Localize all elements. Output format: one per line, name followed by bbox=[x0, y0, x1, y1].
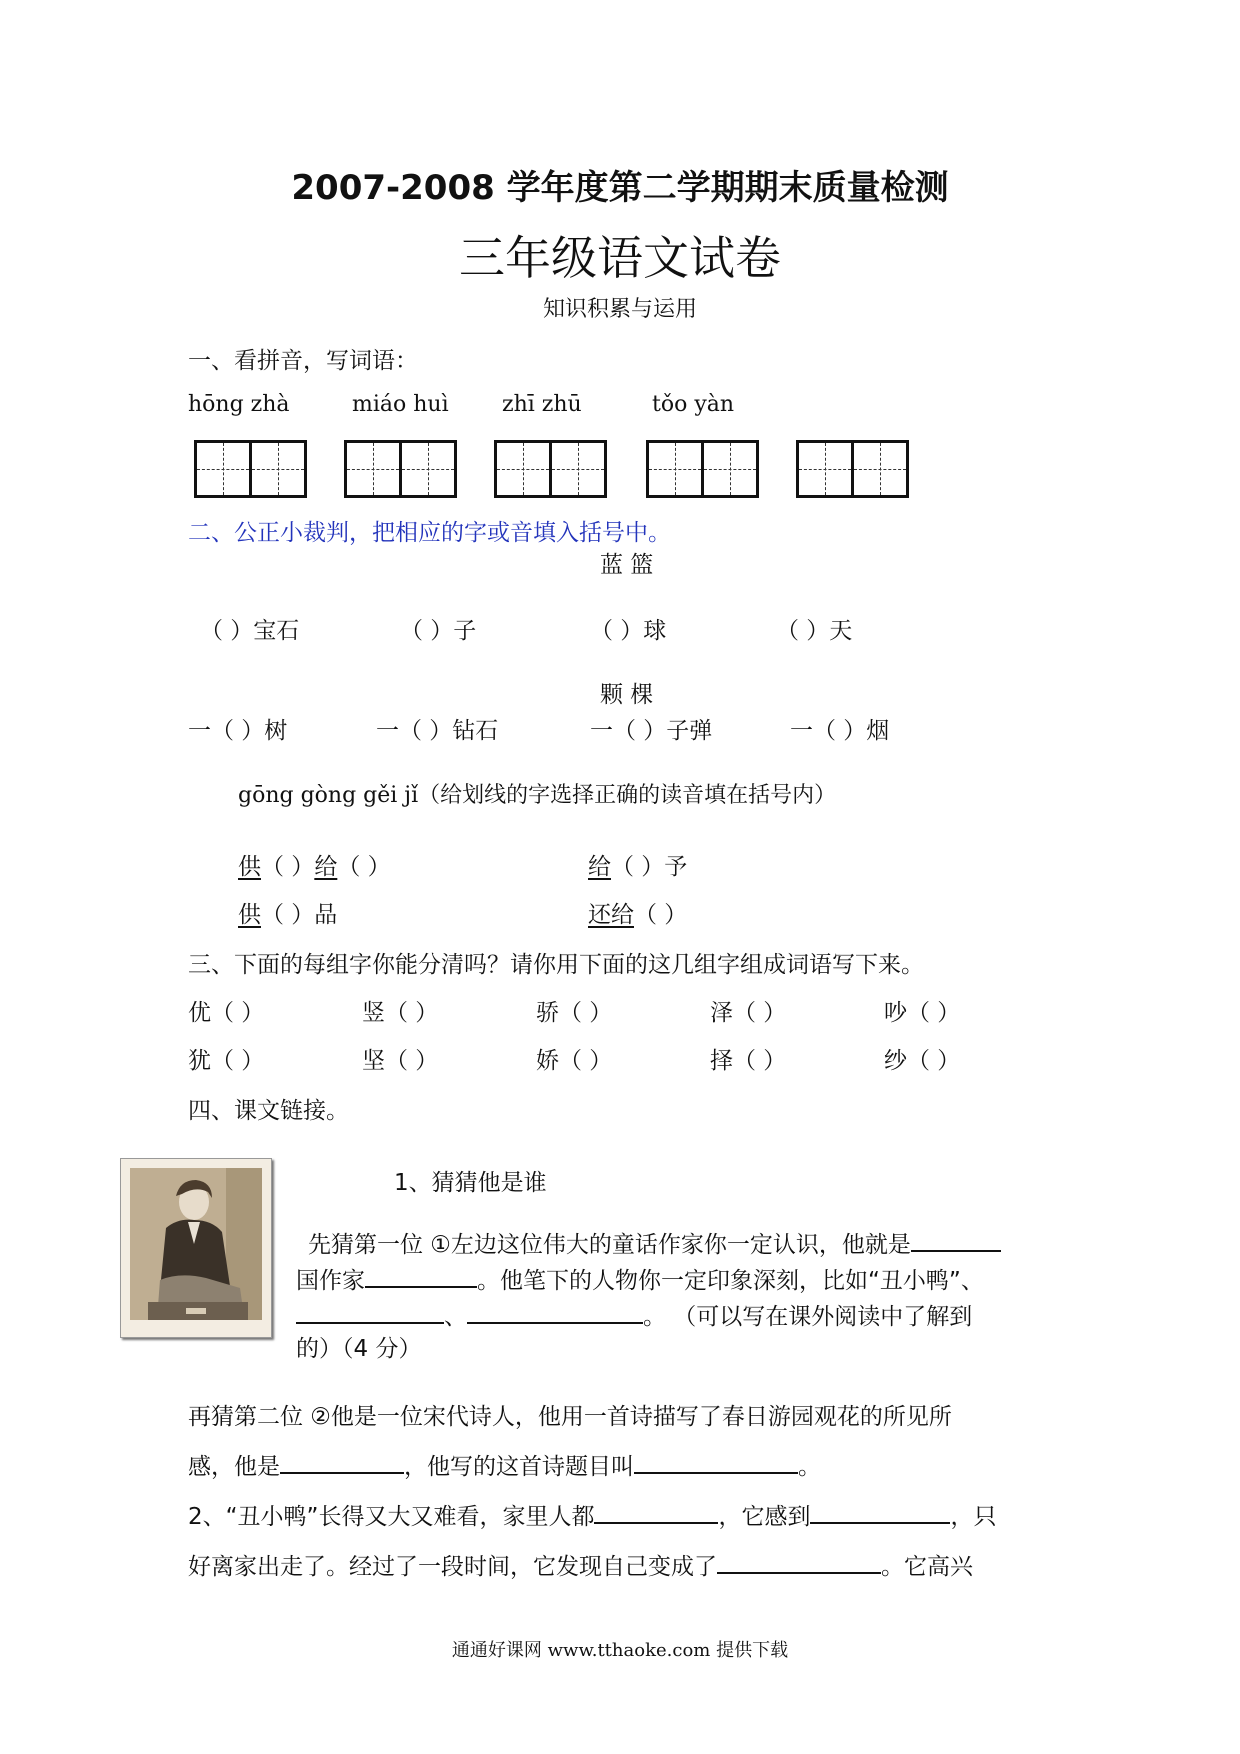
answer-blank[interactable] bbox=[296, 1302, 444, 1324]
q4-line1: 先猜第一位 ①左边这位伟大的童话作家你一定认识，他就是 bbox=[308, 1226, 1001, 1259]
writing-grid-1[interactable] bbox=[194, 440, 310, 496]
q1-pinyin-1: hōng zhà bbox=[188, 392, 290, 417]
q2-row-a-1: （ ）宝石 bbox=[200, 618, 300, 644]
q3-row1-1: 优（ ） bbox=[188, 1000, 265, 1026]
q4-q2-line1: 2、“丑小鸭”长得又大又难看，家里人都 ，它感到 ，只 bbox=[188, 1504, 997, 1530]
q3-row1-3: 骄（ ） bbox=[536, 1000, 613, 1026]
answer-blank[interactable] bbox=[911, 1230, 1001, 1252]
answer-blank[interactable] bbox=[467, 1302, 643, 1324]
q3-row2-3: 娇（ ） bbox=[536, 1048, 613, 1074]
q3-row2-2: 坚（ ） bbox=[362, 1048, 439, 1074]
writing-grid-2[interactable] bbox=[344, 440, 460, 496]
q3-row2-4: 择（ ） bbox=[710, 1048, 787, 1074]
q4-heading: 四、课文链接。 bbox=[188, 1098, 349, 1124]
q2-row-a-4: （ ）天 bbox=[776, 618, 853, 644]
underlined-char: 给 bbox=[314, 854, 338, 880]
q1-pinyin-3: zhī zhū bbox=[502, 392, 582, 417]
q4-line3: 、 。 （可以写在课外阅读中了解到 bbox=[296, 1298, 972, 1331]
q3-row1-5: 吵（ ） bbox=[884, 1000, 961, 1026]
writing-grid-3[interactable] bbox=[494, 440, 610, 496]
answer-blank[interactable] bbox=[634, 1452, 798, 1474]
exam-title: 2007-2008 学年度第二学期期末质量检测 bbox=[291, 168, 949, 208]
portrait-figure-icon bbox=[130, 1168, 262, 1320]
q1-heading: 一、看拼音，写词语： bbox=[188, 348, 418, 374]
exam-subtitle: 三年级语文试卷 bbox=[459, 231, 781, 285]
q4-line2: 国作家 。他笔下的人物你一定印象深刻，比如“丑小鸭”、 bbox=[296, 1268, 984, 1294]
q4-q2-line2: 好离家出走了。经过了一段时间，它发现自己变成了 。它高兴 bbox=[188, 1554, 973, 1580]
q4-line4: 的）（4 分） bbox=[296, 1336, 422, 1362]
answer-blank[interactable] bbox=[280, 1452, 404, 1474]
q2-pinyin-options: gōng gòng gěi jǐ（给划线的字选择正确的读音填在括号内） bbox=[238, 783, 837, 808]
q2-item-4: 供（ ）品 bbox=[238, 902, 338, 928]
answer-blank[interactable] bbox=[594, 1502, 718, 1524]
q4-second-line1: 再猜第二位 ②他是一位宋代诗人，他用一首诗描写了春日游园观花的所见所 bbox=[188, 1404, 952, 1430]
q2-chars-a: 蓝 篮 bbox=[600, 552, 654, 578]
underlined-char: 给 bbox=[588, 854, 611, 880]
q2-row-a-2: （ ）子 bbox=[400, 618, 477, 644]
page-footer: 通通好课网 www.tthaoke.com 提供下载 bbox=[451, 1640, 789, 1661]
author-portrait-photo bbox=[120, 1158, 272, 1338]
q4-sub1-title: 1、猜猜他是谁 bbox=[394, 1170, 547, 1196]
q1-pinyin-2: miáo huì bbox=[352, 392, 449, 417]
q2-row-b-2: 一（ ）钻石 bbox=[376, 718, 499, 744]
q2-row-b-1: 一（ ）树 bbox=[188, 718, 288, 744]
q2-chars-b: 颗 棵 bbox=[600, 682, 654, 708]
q3-row2-5: 纱（ ） bbox=[884, 1048, 961, 1074]
q3-row1-4: 泽（ ） bbox=[710, 1000, 787, 1026]
q4-second-line2: 感，他是 ，他写的这首诗题目叫 。 bbox=[188, 1454, 821, 1480]
q3-heading: 三、下面的每组字你能分清吗？请你用下面的这几组字组成词语写下来。 bbox=[188, 952, 924, 978]
q2-item-3: 给（ ）予 bbox=[588, 854, 688, 880]
answer-blank[interactable] bbox=[717, 1552, 881, 1574]
q1-pinyin-4: tǒo yàn bbox=[652, 392, 735, 417]
q3-row2-1: 犹（ ） bbox=[188, 1048, 265, 1074]
answer-blank[interactable] bbox=[365, 1266, 477, 1288]
underlined-char: 供 bbox=[238, 854, 261, 880]
writing-grid-4[interactable] bbox=[646, 440, 762, 496]
answer-blank[interactable] bbox=[810, 1502, 950, 1524]
q2-row-b-3: 一（ ）子弹 bbox=[590, 718, 713, 744]
underlined-char: 供 bbox=[238, 902, 261, 928]
underlined-char: 给 bbox=[611, 902, 634, 928]
q2-row-b-4: 一（ ）烟 bbox=[790, 718, 890, 744]
q3-row1-2: 竖（ ） bbox=[362, 1000, 439, 1026]
q2-item-5: 还给（ ） bbox=[588, 902, 688, 928]
q2-item-1: 供（ ）给（ ） bbox=[238, 854, 391, 880]
q2-heading: 二、公正小裁判，把相应的字或音填入括号中。 bbox=[188, 520, 671, 546]
section-label: 知识积累与运用 bbox=[542, 297, 697, 322]
q2-row-a-3: （ ）球 bbox=[590, 618, 667, 644]
writing-grid-5[interactable] bbox=[796, 440, 912, 496]
